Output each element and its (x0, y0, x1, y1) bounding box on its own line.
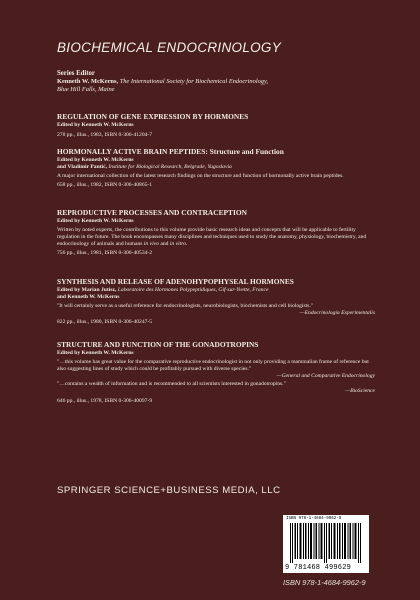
book-description-text: Written by noted experts, the contributions to this volume provide basic research ideas and concepts that will be applicable to fertility regulation in the future. The book encompasses many disciplines and techniques used to study the anatomy, physiology, biochemistry, and endocrinology of animals and humans (57, 226, 367, 247)
series-editor-heading: Series Editor (57, 70, 95, 77)
book-subtitle: Structure and Function (209, 147, 284, 156)
series-editor-line (57, 78, 377, 86)
book-entry (57, 112, 375, 139)
book-description-italic-2: in vitro. (169, 240, 188, 247)
book-quote: "It will certainly serve as a useful reference for endocrinologists, neurobiologists, biochemists and cell biologists." (57, 302, 314, 309)
publisher-name: SPRINGER SCIENCE+BUSINESS MEDIA, LLC (57, 485, 281, 496)
series-editor-block (57, 70, 377, 94)
book-title-main: HORMONALLY ACTIVE BRAIN PEPTIDES: (57, 147, 208, 156)
book-entry (57, 277, 375, 326)
book-pub-info: 646 pp., illus., 1978, ISBN 0-306-40097-9 (57, 398, 153, 405)
book-coeditor-affiliation: Institute for Biological Research, Belgrade, Yugoslavia (108, 164, 232, 171)
book-title: REPRODUCTIVE PROCESSES AND CONTRACEPTION (57, 208, 247, 217)
book-editors: Edited by Kenneth W. McKerns (57, 157, 134, 163)
book-description-and: and (160, 240, 169, 247)
book-editors: Edited by Kenneth W. McKerns (57, 350, 134, 356)
book-description (57, 227, 375, 248)
book-title: REGULATION OF GENE EXPRESSION BY HORMONES (57, 112, 249, 121)
book-pub-info: 822 pp., illus., 1980, ISBN 0-306-40247-5 (57, 319, 153, 326)
series-editor-affiliation: The International Society for Biochemical Endocrinology, (119, 78, 269, 85)
book-editors: Edited by Marian Jutisz, (57, 287, 117, 293)
book-coeditor: and Kenneth W. McKerns (57, 294, 120, 301)
series-title: BIOCHEMICAL ENDOCRINOLOGY (57, 40, 282, 55)
barcode-isbn-label: ISBN 978-1-4684-9962-9 (286, 517, 342, 521)
book-description-italic: in vivo (143, 240, 159, 247)
book-quote-2: "…contains a wealth of information and is recommended to all scientists interested in gonadotropins." (57, 381, 286, 388)
book-quote: "…this volume has great value for the comparative reproductive endocrinologist in not only providing a mammalian frame of reference but also suggesting lines of study which could be profitably pursued with diverse species." (57, 358, 369, 372)
book-editors: Edited by Kenneth W. McKerns (57, 218, 134, 224)
book-title: STRUCTURE AND FUNCTION OF THE GONADOTROPINS (57, 340, 259, 349)
barcode-bars-icon (290, 523, 362, 563)
barcode (283, 515, 369, 573)
book-title (57, 147, 375, 156)
book-quote-2-source: —BioScience (345, 388, 375, 395)
book-quote-source: —Endocrinologia Experimentalis (299, 309, 375, 316)
book-editors-line (57, 287, 375, 294)
book-editors-line2 (57, 164, 375, 171)
book-pub-info: 278 pp., illus., 1983, ISBN 0-306-41204-7 (57, 131, 153, 138)
book-entry (57, 147, 375, 189)
series-editor-name: Kenneth W. McKerns, (57, 78, 119, 85)
book-entry (57, 208, 375, 257)
barcode-digits: 9 781468 499629 (285, 564, 352, 572)
book-editors-affiliation: Laboratoire des Hormones Polypeptidiques, Gif-sur-Yvette, France (117, 287, 269, 293)
book-coeditor: and Vladimir Pantić, (57, 164, 107, 171)
book-pub-info: 658 pp., illus., 1982, ISBN 0-306-40865-1 (57, 182, 153, 189)
book-entry (57, 340, 375, 405)
book-quote-source: —General and Comparative Endocrinology (276, 372, 375, 379)
series-editor-location: Blue Hill Falls, Maine (57, 86, 115, 93)
book-title: SYNTHESIS AND RELEASE OF ADENOHYPOPHYSEAL HORMONES (57, 277, 294, 286)
isbn-footer: ISBN 978-1-4684-9962-9 (283, 578, 366, 587)
book-description: A major international collection of the latest research findings on the structure and function of hormonally active brain peptides. (57, 172, 344, 179)
book-editors: Edited by Kenneth W. McKerns (57, 122, 134, 128)
book-pub-info: 756 pp., illus., 1981, ISBN 0-306-40534-2 (57, 250, 153, 257)
